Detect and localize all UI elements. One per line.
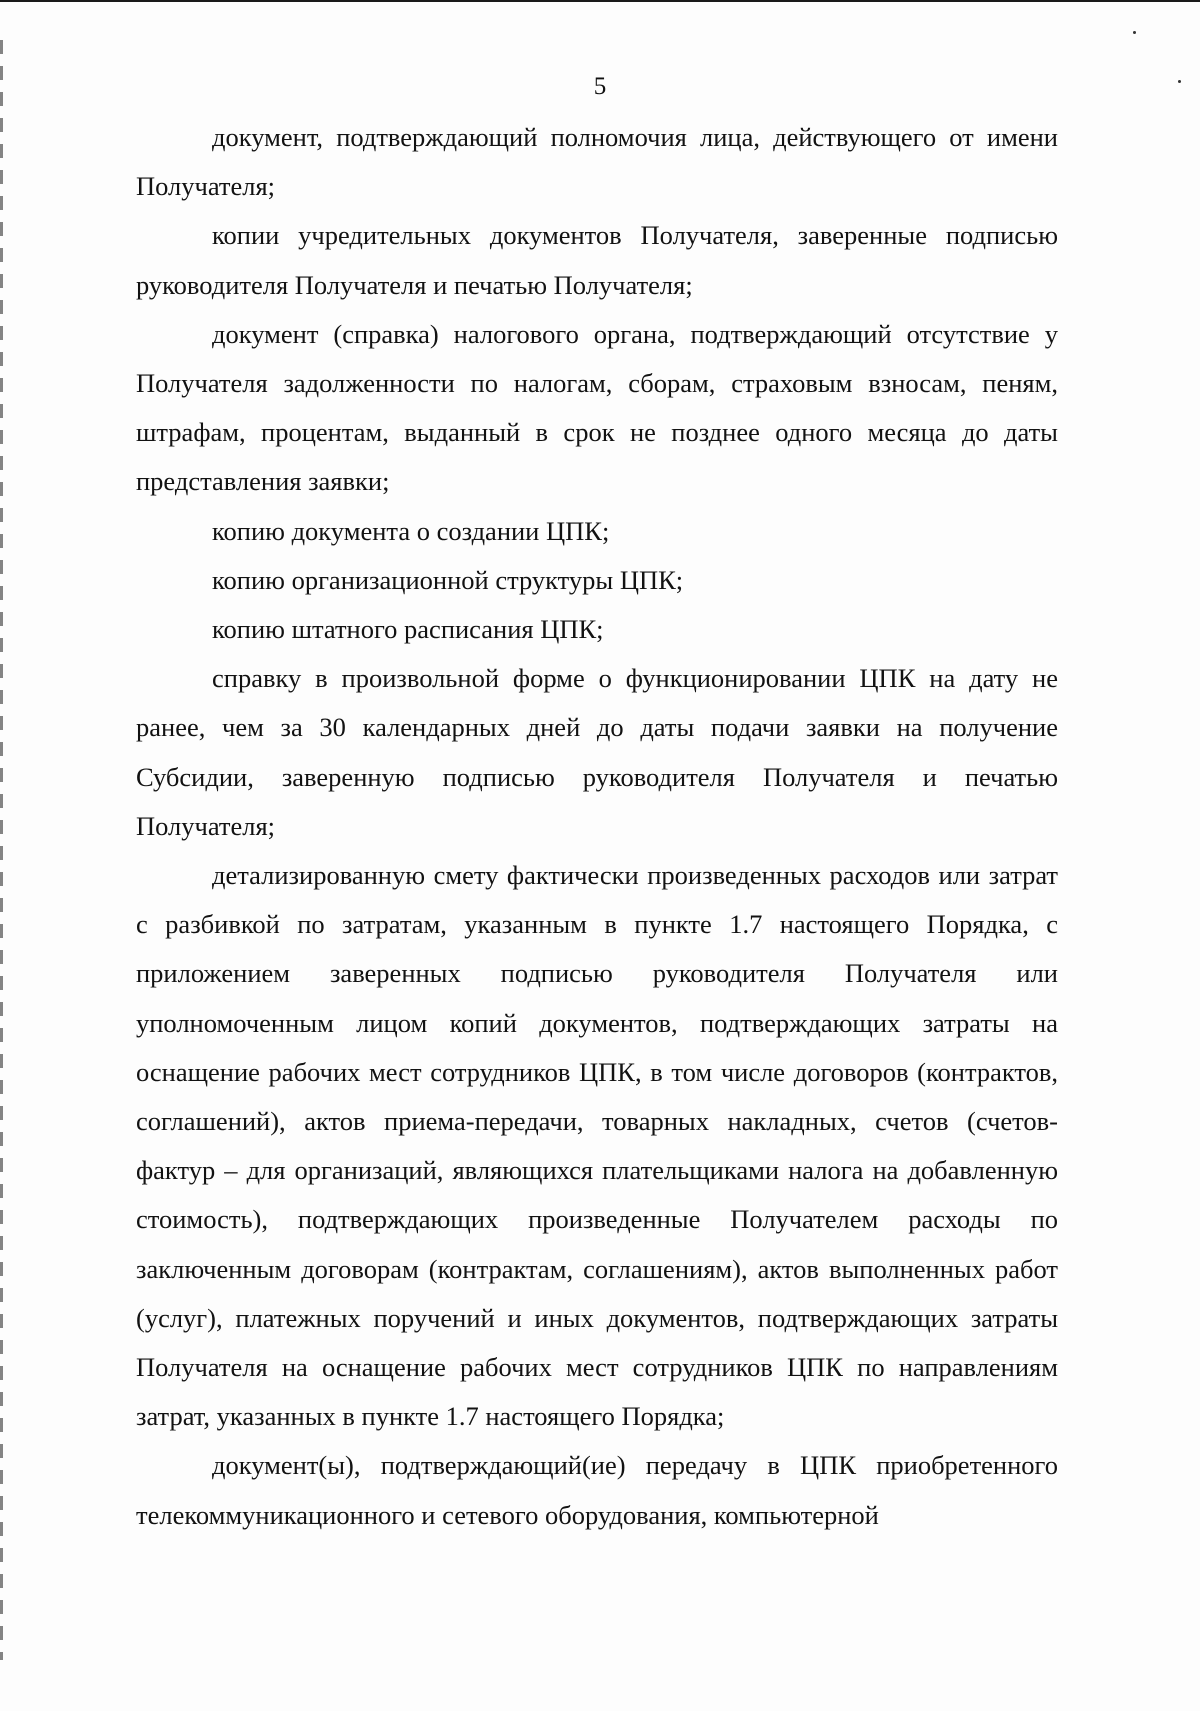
paragraph-tax-certificate: документ (справка) налогового органа, подтверждающий отсутствие у Получателя задолженности по налогам, сборам, страховым взносам, пеням, штрафам, процентам, выданный в срок не позднее одного месяца до даты представления заявки; [136,318,1058,497]
paragraph-expense-estimate: детализированную смету фактически произведенных расходов или затрат с разбивкой по затратам, указанным в пункте 1.7 настоящего Порядка, с приложением заверенных подписью руководителя Получателя или уполномоченным лицом копий документов, подтверждающих затраты на оснащение рабочих мест сотрудников ЦПК, в том числе договоров (контрактов, соглашений), актов приема-передачи, товарных накладных, счетов (счетов-фактур – для организаций, являющихся плательщиками налога на добавленную стоимость), подтверждающих произведенные Получателем расходы по заключенным договорам (контрактам, соглашениям), актов выполненных работ (услуг), платежных поручений и иных документов, подтверждающих затраты Получателя на оснащение рабочих мест сотрудников ЦПК по направлениям затрат, указанных в пункте 1.7 настоящего Порядка; [136,860,1058,1432]
scan-left-edge [0,40,3,1660]
paragraph-founding-documents: копии учредительных документов Получателя, заверенные подписью руководителя Получателя и печатью Получателя; [136,220,1058,300]
paragraph-authority-document: документ, подтверждающий полномочия лица, действующего от имени Получателя; [136,122,1058,202]
page-number: 5 [593,73,607,100]
paragraph-staff-schedule: копию штатного расписания ЦПК; [212,614,604,645]
document-body [136,113,1058,1540]
scan-top-border [0,0,1200,2]
paragraph-equipment-transfer: документ(ы), подтверждающий(ие) передачу в ЦПК приобретенного телекоммуникационного и сетевого оборудования, компьютерной [136,1450,1058,1530]
paragraph-creation-document: копию документа о создании ЦПК; [212,515,610,546]
paragraph-org-structure: копию организационной структуры ЦПК; [212,564,684,595]
scan-speck [1133,31,1136,34]
paragraph-functioning-certificate: справку в произвольной форме о функционировании ЦПК на дату не ранее, чем за 30 календарных дней до даты подачи заявки на получение Субсидии, заверенную подписью руководителя Получателя и печатью Получателя; [136,663,1058,841]
